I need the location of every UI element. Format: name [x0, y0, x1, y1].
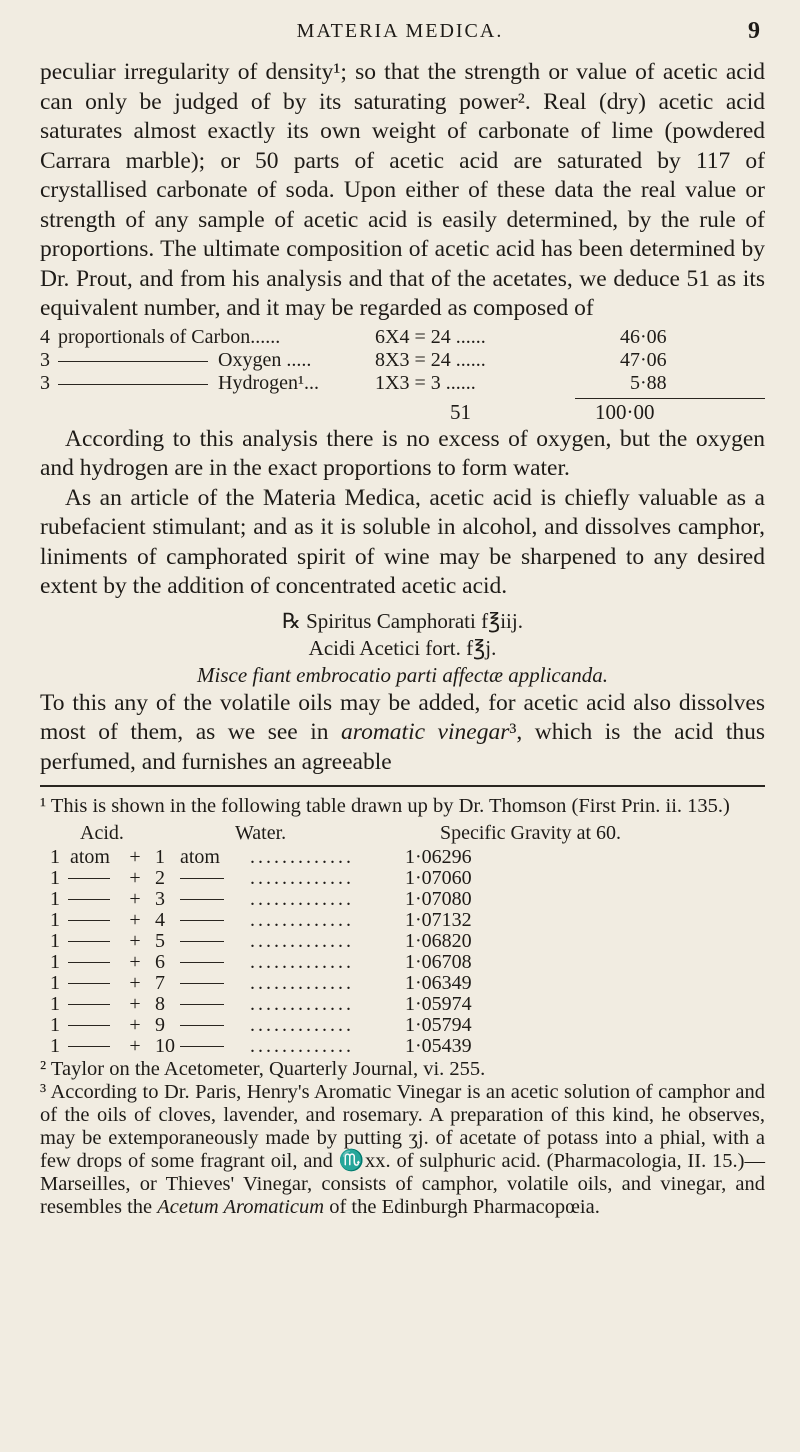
body-text: [40, 58, 765, 1219]
acid-atoms: 1: [50, 1014, 60, 1036]
composition-row-carbon: [40, 326, 765, 349]
specific-gravity-value: 1·06820: [405, 930, 472, 952]
plus-sign: +: [129, 930, 141, 952]
acid-atoms: 1: [50, 930, 60, 952]
specific-gravity-value: 1·05794: [405, 1014, 472, 1036]
plus-sign: +: [129, 951, 141, 973]
ditto-rule: [68, 1046, 110, 1047]
ditto-rule: [180, 983, 224, 984]
recipe: [40, 608, 765, 689]
specific-gravity-table: [40, 822, 765, 1058]
water-unit: atom: [180, 846, 220, 868]
paragraph-analysis: According to this analysis there is no excess of oxygen, but the oxygen and hydrogen are in the exact proportions to form water.: [40, 425, 765, 481]
text-run: ³, which is the acid thus perfumed, and furnishes an agreeable: [40, 719, 765, 775]
leader-dots: .............: [250, 972, 354, 994]
header-acid: Acid.: [80, 822, 124, 844]
leader-dots: .............: [250, 867, 354, 889]
table-row: [40, 951, 765, 972]
leader-dots: .............: [250, 993, 354, 1015]
recipe-line-1: ℞ Spiritus Camphorati f℥iij.: [282, 608, 523, 633]
ditto-rule: [68, 983, 110, 984]
footnote-1: ¹ This is shown in the following table drawn up by Dr. Thomson (First Prin. ii. 135.): [40, 795, 730, 817]
sum-rule: [575, 398, 765, 399]
specific-gravity-value: 1·06296: [405, 846, 472, 868]
composition-count: 3: [40, 348, 50, 371]
plus-sign: +: [129, 846, 141, 868]
leader-dots: .............: [250, 951, 354, 973]
emphasis-text: Acetum Aromaticum: [157, 1196, 325, 1218]
composition-count: 4: [40, 325, 50, 348]
header-specific-gravity: Specific Gravity at 60.: [440, 822, 622, 844]
text-run: To this any of the volatile oils may be added, for acetic acid also dissolves most of them, as we see in: [40, 689, 765, 745]
composition-table: [40, 325, 765, 424]
water-atoms: 7: [155, 972, 165, 994]
water-atoms: 9: [155, 1014, 165, 1036]
footnote-rule: [40, 785, 765, 787]
ditto-rule: [180, 878, 224, 879]
ditto-rule: [180, 962, 224, 963]
table-row: [40, 1014, 765, 1035]
plus-sign: +: [129, 888, 141, 910]
composition-row-oxygen: [40, 349, 765, 372]
ditto-rule: [58, 384, 208, 385]
composition-percent: 47·06: [620, 348, 667, 371]
acid-atoms: 1: [50, 972, 60, 994]
water-atoms: 4: [155, 909, 165, 931]
plus-sign: +: [129, 1035, 141, 1057]
composition-percent: 5·88: [630, 371, 667, 394]
ditto-rule: [68, 1004, 110, 1005]
specific-gravity-value: 1·06349: [405, 972, 472, 994]
plus-sign: +: [129, 972, 141, 994]
emphasis-text: aromatic vinegar: [341, 719, 510, 745]
plus-sign: +: [129, 909, 141, 931]
text-run: of the Edinburgh Pharmacopœia.: [324, 1196, 600, 1218]
composition-totals: [40, 395, 765, 424]
acid-unit: atom: [70, 846, 110, 868]
specific-gravity-value: 1·06708: [405, 951, 472, 973]
header-water: Water.: [235, 822, 287, 844]
page-number: 9: [748, 18, 760, 44]
paragraph-materia-medica: As an article of the Materia Medica, acetic acid is chiefly valuable as a rubefacient stimulant; and as it is soluble in alcohol, and dissolves camphor, liniments of camphorated spirit of wine may be sharpened to any desired extent by the addition of concentrated acetic acid.: [40, 484, 765, 599]
ditto-rule: [68, 878, 110, 879]
running-title: MATERIA MEDICA.: [296, 20, 504, 42]
ditto-rule: [68, 941, 110, 942]
acid-atoms: 1: [50, 993, 60, 1015]
ditto-rule: [180, 941, 224, 942]
ditto-rule: [58, 361, 208, 362]
leader-dots: .............: [250, 930, 354, 952]
recipe-line-3: Misce fiant embrocatio parti affectæ applicanda.: [197, 662, 608, 687]
composition-formula: 6X4 = 24 ......: [375, 325, 486, 348]
paragraph-density: peculiar irregularity of density¹; so that the strength or value of acetic acid can only be judged of by its saturating power². Real (dry) acetic acid saturates almost exactly its own weight of carbonate of lime (powdered Carrara marble); or 50 parts of acetic acid are saturated by 117 of crystallised carbonate of soda. Upon either of these data the real value or strength of any sample of acetic acid is easily determined, by the rule of proportions. The ultimate composition of acetic acid has been determined by Dr. Prout, and from his analysis and that of the acetates, we deduce 51 as its equivalent number, and it may be regarded as composed of: [40, 59, 765, 321]
ditto-rule: [180, 899, 224, 900]
composition-label: Hydrogen¹...: [218, 371, 319, 394]
composition-formula: 8X3 = 24 ......: [375, 348, 486, 371]
specific-gravity-value: 1·05439: [405, 1035, 472, 1057]
specific-gravity-value: 1·05974: [405, 993, 472, 1015]
acid-atoms: 1: [50, 1035, 60, 1057]
acid-atoms: 1: [50, 909, 60, 931]
total-parts: 51: [450, 399, 471, 424]
acid-atoms: 1: [50, 846, 60, 868]
plus-sign: +: [129, 993, 141, 1015]
footnotes: [40, 795, 765, 1219]
composition-formula: 1X3 = 3 ......: [375, 371, 476, 394]
table-header: [40, 822, 765, 846]
ditto-rule: [68, 920, 110, 921]
table-row: [40, 867, 765, 888]
table-row: [40, 909, 765, 930]
water-atoms: 3: [155, 888, 165, 910]
plus-sign: +: [129, 867, 141, 889]
ditto-rule: [180, 920, 224, 921]
specific-gravity-value: 1·07080: [405, 888, 472, 910]
ditto-rule: [68, 962, 110, 963]
ditto-rule: [68, 1025, 110, 1026]
composition-row-hydrogen: [40, 372, 765, 395]
table-row: [40, 993, 765, 1014]
water-atoms: 6: [155, 951, 165, 973]
composition-percent: 46·06: [620, 325, 667, 348]
leader-dots: .............: [250, 909, 354, 931]
plus-sign: +: [129, 1014, 141, 1036]
table-row: [40, 1035, 765, 1056]
table-row: [40, 888, 765, 909]
composition-label: proportionals of Carbon......: [58, 325, 281, 348]
ditto-rule: [68, 899, 110, 900]
table-row: [40, 972, 765, 993]
table-row: [40, 930, 765, 951]
composition-label: Oxygen .....: [218, 348, 312, 371]
ditto-rule: [180, 1004, 224, 1005]
acid-atoms: 1: [50, 867, 60, 889]
table-row: [40, 846, 765, 867]
water-atoms: 2: [155, 867, 165, 889]
ditto-rule: [180, 1046, 224, 1047]
leader-dots: .............: [250, 888, 354, 910]
specific-gravity-value: 1·07060: [405, 867, 472, 889]
leader-dots: .............: [250, 1014, 354, 1036]
page-header: [0, 10, 800, 50]
text-run: ³ According to Dr. Paris, Henry's Aromatic Vinegar is an acetic solution of camphor and of the oils of cloves, lavender, and rosemary. A preparation of this kind, he observes, may be extemporaneously made by putting ʒj. of acetate of potass into a phial, with a few drops of some fragrant oil, and ♏xx. of sulphuric acid. (Pharmacologia, II. 15.)—Marseilles, or Thieves' Vinegar, consists of camphor, volatile oils, and vinegar, and resembles the: [40, 1081, 765, 1218]
footnote-2: ² Taylor on the Acetometer, Quarterly Journal, vi. 255.: [40, 1058, 486, 1080]
total-percent: 100·00: [595, 399, 655, 424]
footnote-3: [40, 1081, 765, 1219]
acid-atoms: 1: [50, 888, 60, 910]
acid-atoms: 1: [50, 951, 60, 973]
water-atoms: 1: [155, 846, 165, 868]
specific-gravity-value: 1·07132: [405, 909, 472, 931]
composition-count: 3: [40, 371, 50, 394]
ditto-rule: [180, 1025, 224, 1026]
leader-dots: .............: [250, 846, 354, 868]
water-atoms: 5: [155, 930, 165, 952]
recipe-line-2: Acidi Acetici fort. f℥j.: [308, 635, 497, 660]
paragraph-volatile-oils: [40, 689, 765, 778]
water-atoms: 8: [155, 993, 165, 1015]
leader-dots: .............: [250, 1035, 354, 1057]
water-atoms: 10: [155, 1035, 175, 1057]
